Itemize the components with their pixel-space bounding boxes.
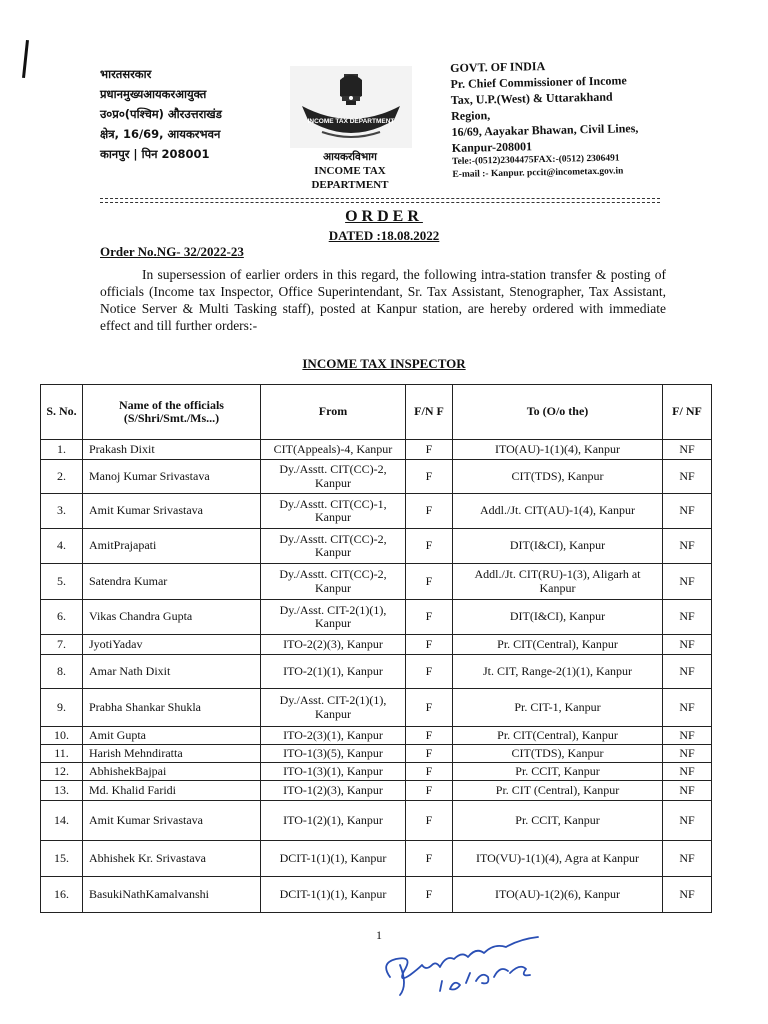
cell-name: Satendra Kumar xyxy=(83,564,261,600)
cell-sno: 9. xyxy=(41,689,83,727)
cell-from: ITO-1(2)(3), Kanpur xyxy=(261,781,406,801)
cell-from: ITO-1(2)(1), Kanpur xyxy=(261,801,406,841)
cell-fnf: F xyxy=(406,440,453,460)
table-row xyxy=(41,494,712,529)
cell-name: Vikas Chandra Gupta xyxy=(83,600,261,635)
table-row xyxy=(41,801,712,841)
table-row xyxy=(41,460,712,494)
cell-fnf2: NF xyxy=(663,689,712,727)
cell-sno: 5. xyxy=(41,564,83,600)
cell-sno: 16. xyxy=(41,877,83,913)
cell-from: Dy./Asstt. CIT(CC)-1, Kanpur xyxy=(261,494,406,529)
order-paragraph: In supersession of earlier orders in this regard, the following intra-station transfer & posting of officials (Income tax Inspector, Office Superintendant, Sr. Tax Assistant, Stenographer, Tax Assistant, Notice Server & Multi Tasking staff), posted at Kanpur station, are hereby ordered with immediate effect and till further orders:- xyxy=(100,267,666,333)
cell-name: Amit Gupta xyxy=(83,727,261,745)
cell-fnf: F xyxy=(406,745,453,763)
cell-name: Amit Kumar Srivastava xyxy=(83,801,261,841)
table-row xyxy=(41,763,712,781)
table-row xyxy=(41,745,712,763)
order-number: Order No.NG- 32/2022-23 xyxy=(100,244,244,259)
cell-fnf: F xyxy=(406,727,453,745)
table-row xyxy=(41,877,712,913)
header-divider xyxy=(100,202,660,203)
cell-to: DIT(I&CI), Kanpur xyxy=(453,600,663,635)
cell-to: Pr. CIT(Central), Kanpur xyxy=(453,727,663,745)
cell-to: ITO(VU)-1(1)(4), Agra at Kanpur xyxy=(453,841,663,877)
cell-fnf2: NF xyxy=(663,763,712,781)
cell-sno: 12. xyxy=(41,763,83,781)
cell-from: ITO-2(1)(1), Kanpur xyxy=(261,655,406,689)
cell-to: ITO(AU)-1(2)(6), Kanpur xyxy=(453,877,663,913)
cell-fnf: F xyxy=(406,635,453,655)
margin-mark xyxy=(22,40,29,78)
cell-name: Prakash Dixit xyxy=(83,440,261,460)
cell-from: ITO-1(3)(5), Kanpur xyxy=(261,745,406,763)
cell-fnf: F xyxy=(406,655,453,689)
cell-from: Dy./Asstt. CIT(CC)-2, Kanpur xyxy=(261,460,406,494)
cell-from: Dy./Asst. CIT-2(1)(1), Kanpur xyxy=(261,600,406,635)
page-number: 1 xyxy=(376,928,382,942)
header-to: To (O/o the) xyxy=(453,385,663,440)
cell-fnf: F xyxy=(406,841,453,877)
cell-fnf2: NF xyxy=(663,635,712,655)
cell-fnf: F xyxy=(406,460,453,494)
table-row xyxy=(41,841,712,877)
cell-name: Harish Mehndiratta xyxy=(83,745,261,763)
emblem-text: INCOME TAX DEPARTMENT xyxy=(307,118,395,125)
cell-sno: 13. xyxy=(41,781,83,801)
department-label xyxy=(300,150,400,192)
cell-name: Md. Khalid Faridi xyxy=(83,781,261,801)
header-from: From xyxy=(261,385,406,440)
table-row xyxy=(41,635,712,655)
table-row xyxy=(41,440,712,460)
cell-sno: 2. xyxy=(41,460,83,494)
hindi-line: कानपुर | पिन 208001 xyxy=(100,147,210,161)
transfer-table xyxy=(40,384,712,913)
cell-from: ITO-1(3)(1), Kanpur xyxy=(261,763,406,781)
cell-fnf2: NF xyxy=(663,440,712,460)
cell-from: Dy./Asstt. CIT(CC)-2, Kanpur xyxy=(261,564,406,600)
cell-name: JyotiYadav xyxy=(83,635,261,655)
cell-sno: 3. xyxy=(41,494,83,529)
table-row xyxy=(41,564,712,600)
cell-fnf: F xyxy=(406,529,453,564)
cell-sno: 8. xyxy=(41,655,83,689)
cell-from: ITO-2(3)(1), Kanpur xyxy=(261,727,406,745)
eng-line: Region, xyxy=(451,108,491,123)
cell-fnf2: NF xyxy=(663,841,712,877)
cell-fnf2: NF xyxy=(663,877,712,913)
contact-tel: Tele:-(0512)2304475FAX:-(0512) 2306491 xyxy=(452,153,620,167)
cell-to: ITO(AU)-1(1)(4), Kanpur xyxy=(453,440,663,460)
section-title: INCOME TAX INSPECTOR xyxy=(302,356,466,371)
english-address xyxy=(450,54,762,182)
cell-from: DCIT-1(1)(1), Kanpur xyxy=(261,841,406,877)
cell-fnf: F xyxy=(406,689,453,727)
table-row xyxy=(41,727,712,745)
cell-fnf: F xyxy=(406,763,453,781)
cell-fnf2: NF xyxy=(663,655,712,689)
table-row xyxy=(41,600,712,635)
cell-fnf: F xyxy=(406,564,453,600)
cell-to: CIT(TDS), Kanpur xyxy=(453,745,663,763)
cell-fnf2: NF xyxy=(663,600,712,635)
cell-to: Pr. CIT(Central), Kanpur xyxy=(453,635,663,655)
dept-english-2: DEPARTMENT xyxy=(311,179,389,191)
cell-fnf2: NF xyxy=(663,781,712,801)
table-header-row xyxy=(41,385,712,440)
cell-to: Pr. CIT (Central), Kanpur xyxy=(453,781,663,801)
cell-fnf2: NF xyxy=(663,745,712,763)
eng-line: 16/69, Aayakar Bhawan, Civil Lines, xyxy=(451,121,639,139)
dept-english-1: INCOME TAX xyxy=(314,165,386,177)
cell-fnf2: NF xyxy=(663,529,712,564)
hindi-line: प्रधानमुख्यआयकरआयुक्त xyxy=(100,87,207,101)
order-title: ORDER xyxy=(345,208,423,225)
income-tax-logo-icon xyxy=(290,66,412,148)
cell-sno: 1. xyxy=(41,440,83,460)
eng-line: Kanpur-208001 xyxy=(451,139,533,155)
hindi-line: क्षेत्र, 16/69, आयकरभवन xyxy=(100,127,221,141)
cell-fnf: F xyxy=(406,494,453,529)
cell-fnf2: NF xyxy=(663,460,712,494)
table-row xyxy=(41,529,712,564)
cell-to: DIT(I&CI), Kanpur xyxy=(453,529,663,564)
cell-to: Jt. CIT, Range-2(1)(1), Kanpur xyxy=(453,655,663,689)
cell-name: AbhishekBajpai xyxy=(83,763,261,781)
cell-fnf: F xyxy=(406,801,453,841)
cell-sno: 7. xyxy=(41,635,83,655)
eng-line: GOVT. OF INDIA xyxy=(450,59,546,75)
hindi-line: उ०प्र०(पश्चिम) औरउत्तराखंड xyxy=(100,107,222,121)
cell-name: Amar Nath Dixit xyxy=(83,655,261,689)
table-row xyxy=(41,689,712,727)
header-fnf: F/N F xyxy=(406,385,453,440)
eng-line: Pr. Chief Commissioner of Income xyxy=(450,73,627,91)
cell-sno: 15. xyxy=(41,841,83,877)
cell-fnf: F xyxy=(406,781,453,801)
header-fnf2: F/ NF xyxy=(663,385,712,440)
header-divider xyxy=(100,198,660,199)
cell-to: Pr. CIT-1, Kanpur xyxy=(453,689,663,727)
signature xyxy=(370,925,560,1005)
header-name: Name of the officials (S/Shri/Smt./Ms...) xyxy=(83,385,261,440)
cell-from: CIT(Appeals)-4, Kanpur xyxy=(261,440,406,460)
cell-fnf2: NF xyxy=(663,727,712,745)
cell-fnf: F xyxy=(406,600,453,635)
contact-email: E-mail :- Kanpur. pccit@incometax.gov.in xyxy=(452,166,624,180)
cell-to: Addl./Jt. CIT(AU)-1(4), Kanpur xyxy=(453,494,663,529)
cell-name: Manoj Kumar Srivastava xyxy=(83,460,261,494)
header-sno: S. No. xyxy=(41,385,83,440)
cell-from: Dy./Asstt. CIT(CC)-2, Kanpur xyxy=(261,529,406,564)
cell-name: BasukiNathKamalvanshi xyxy=(83,877,261,913)
cell-to: Pr. CCIT, Kanpur xyxy=(453,763,663,781)
cell-name: AmitPrajapati xyxy=(83,529,261,564)
cell-name: Prabha Shankar Shukla xyxy=(83,689,261,727)
table-row xyxy=(41,781,712,801)
cell-sno: 11. xyxy=(41,745,83,763)
cell-from: Dy./Asst. CIT-2(1)(1), Kanpur xyxy=(261,689,406,727)
cell-fnf: F xyxy=(406,877,453,913)
hindi-line: भारतसरकार xyxy=(100,67,152,81)
cell-fnf2: NF xyxy=(663,801,712,841)
cell-sno: 14. xyxy=(41,801,83,841)
cell-from: DCIT-1(1)(1), Kanpur xyxy=(261,877,406,913)
cell-fnf2: NF xyxy=(663,564,712,600)
order-date: DATED :18.08.2022 xyxy=(328,228,440,243)
cell-sno: 4. xyxy=(41,529,83,564)
eng-line: Tax, U.P.(West) & Uttarakhand xyxy=(450,89,613,107)
hindi-address xyxy=(100,64,222,164)
cell-to: Addl./Jt. CIT(RU)-1(3), Aligarh at Kanpur xyxy=(453,564,663,600)
table-row xyxy=(41,655,712,689)
cell-sno: 6. xyxy=(41,600,83,635)
cell-name: Abhishek Kr. Srivastava xyxy=(83,841,261,877)
cell-to: Pr. CCIT, Kanpur xyxy=(453,801,663,841)
cell-sno: 10. xyxy=(41,727,83,745)
dept-hindi: आयकरविभाग xyxy=(323,151,377,163)
cell-from: ITO-2(2)(3), Kanpur xyxy=(261,635,406,655)
cell-fnf2: NF xyxy=(663,494,712,529)
cell-name: Amit Kumar Srivastava xyxy=(83,494,261,529)
cell-to: CIT(TDS), Kanpur xyxy=(453,460,663,494)
